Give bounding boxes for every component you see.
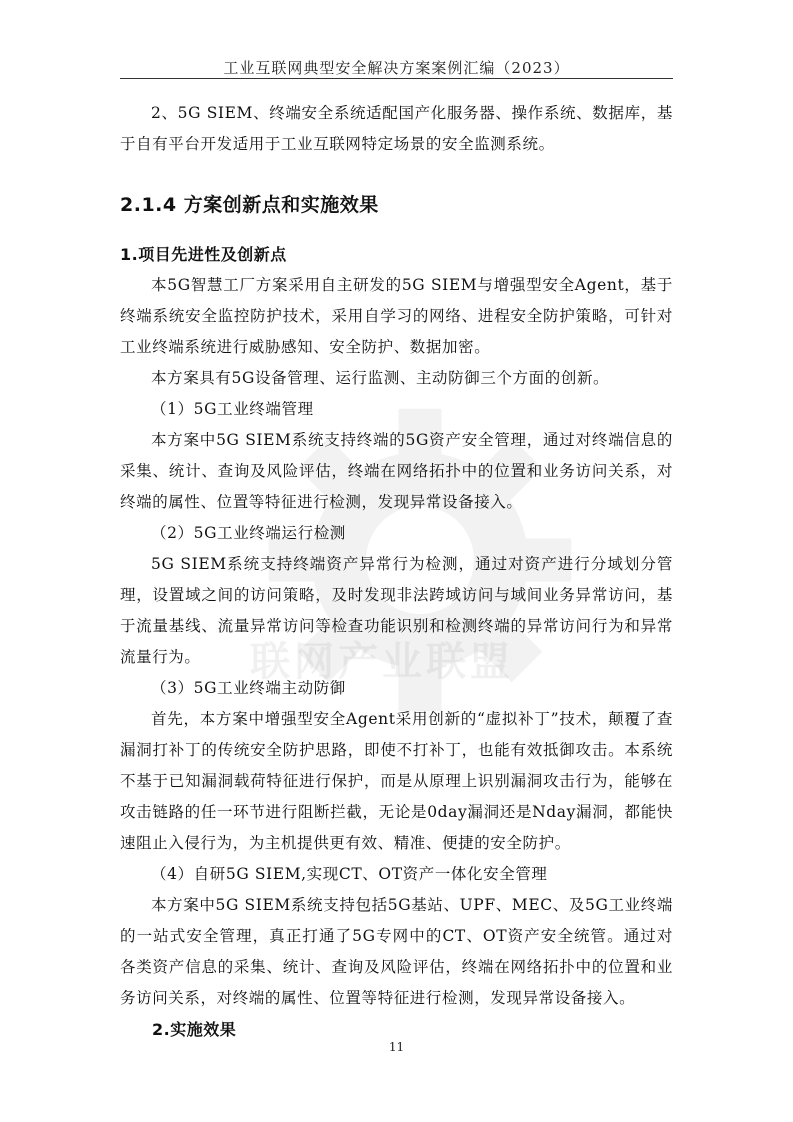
paragraph: 2、5G SIEM、终端安全系统适配国产化服务器、操作系统、数据库，基于自有平台开发适用于工业互联网特定场景的安全监测系统。 <box>120 104 673 153</box>
list-item-heading: （4）自研5G SIEM,实现CT、OT资产一体化安全管理 <box>151 865 548 883</box>
list-item-heading: （1）5G工业终端管理 <box>151 400 314 418</box>
page-number: 11 <box>388 1040 405 1054</box>
subsection-heading: 2.实施效果 <box>152 1020 237 1039</box>
section-heading: 2.1.4 方案创新点和实施效果 <box>120 194 379 216</box>
paragraph: 本5G智慧工厂方案采用自主研发的5G SIEM与增强型安全Agent，基于终端系统安全监控防护技术，采用自学习的网络、进程安全防护策略，可针对工业终端系统进行威胁感知、安全防护、数据加密。 <box>120 276 673 356</box>
paragraph: 首先，本方案中增强型安全Agent采用创新的“虚拟补丁”技术，颠覆了查漏洞打补丁的传统安全防护思路，即使不打补丁，也能有效抵御攻击。本系统不基于已知漏洞载荷特征进行保护，而是从原理上识别漏洞攻击行为，能够在攻击链路的任一环节进行阻断拦截，无论是0day漏洞还是Nday漏洞，都能快速阻止入侵行为，为主机提供更有效、精准、便捷的安全防护。 <box>120 710 673 852</box>
list-item-heading: （2）5G工业终端运行检测 <box>151 524 346 542</box>
paragraph: 本方案中5G SIEM系统支持终端的5G资产安全管理，通过对终端信息的采集、统计、查询及风险评估，终端在网络拓扑中的位置和业务访问关系，对终端的属性、位置等特征进行检测，发现异常设备接入。 <box>120 431 673 511</box>
page-body <box>120 98 673 1045</box>
list-item-heading: （3）5G工业终端主动防御 <box>151 679 346 697</box>
watermark-text: 联网产业联盟 <box>250 639 514 685</box>
paragraph: 本方案中5G SIEM系统支持包括5G基站、UPF、MEC、及5G工业终端的一站式安全管理，真正打通了5G专网中的CT、OT资产安全统管。通过对各类资产信息的采集、统计、查询及风险评估，终端在网络拓扑中的位置和业务访问关系，对终端的属性、位置等特征进行检测，发现异常设备接入。 <box>120 896 673 1007</box>
subsection-heading: 1.项目先进性及创新点 <box>120 245 287 264</box>
paragraph: 5G SIEM系统支持终端资产异常行为检测，通过对资产进行分域划分管理，设置域之间的访问策略，及时发现非法跨域访问与域间业务异常访问，基于流量基线、流量异常访问等检查功能识别和检测终端的异常访问行为和异常流量行为。 <box>120 555 673 666</box>
header-divider <box>120 78 673 79</box>
paragraph: 本方案具有5G设备管理、运行监测、主动防御三个方面的创新。 <box>151 369 610 387</box>
running-header: 工业互联网典型安全解决方案案例汇编（2023） <box>223 59 570 77</box>
